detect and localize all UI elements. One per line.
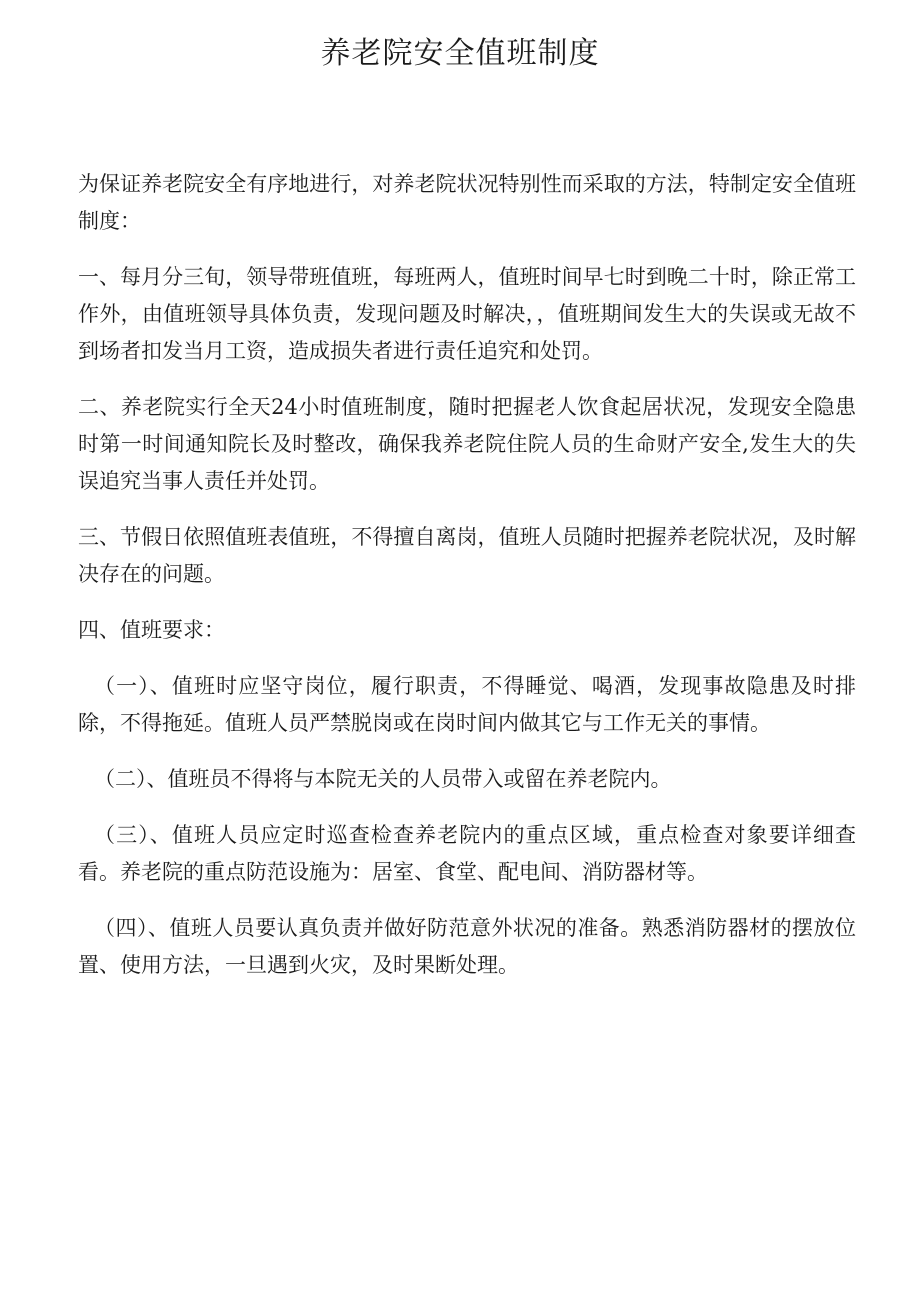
paragraph-intro: 为保证养老院安全有序地进行，对养老院状况特别性而采取的方法，特制定安全值班制度： [78,172,856,233]
paragraph-rule-3: 三、节假日依照值班表值班，不得擅自离岗，值班人员随时把握养老院状况，及时解决存在的问题。 [78,525,856,586]
paragraph-requirement-2: （二）、值班员不得将与本院无关的人员带入或留在养老院内。 [94,767,672,791]
paragraph-requirement-4: （四）、值班人员要认真负责并做好防范意外状况的准备。熟悉消防器材的摆放位置、使用方法，一旦遇到火灾，及时果断处理。 [78,916,856,977]
paragraph-requirement-1: （一）、值班时应坚守岗位，履行职责，不得睡觉、喝酒，发现事故隐患及时排除，不得拖延。值班人员严禁脱岗或在岗时间内做其它与工作无关的事情。 [78,674,856,735]
paragraph-rule-4-heading: 四、值班要求： [78,618,225,642]
paragraph-rule-2: 二、养老院实行全天24小时值班制度，随时把握老人饮食起居状况，发现安全隐患时第一时间通知院长及时整改，确保我养老院住院人员的生命财产安全,发生大的失误追究当事人责任并处罚。 [78,395,856,493]
document-title: 养老院安全值班制度 [320,36,600,71]
paragraph-requirement-3: （三）、值班人员应定时巡查检查养老院内的重点区域，重点检查对象要详细查看。养老院的重点防范设施为：居室、食堂、配电间、消防器材等。 [78,823,856,884]
document-body [78,166,856,1003]
paragraph-rule-1: 一、每月分三旬，领导带班值班，每班两人，值班时间早七时到晚二十时，除正常工作外，由值班领导具体负责，发现问题及时解决，，值班期间发生大的失误或无故不到场者扣发当月工资，造成损失者进行责任追究和处罚。 [78,265,856,363]
